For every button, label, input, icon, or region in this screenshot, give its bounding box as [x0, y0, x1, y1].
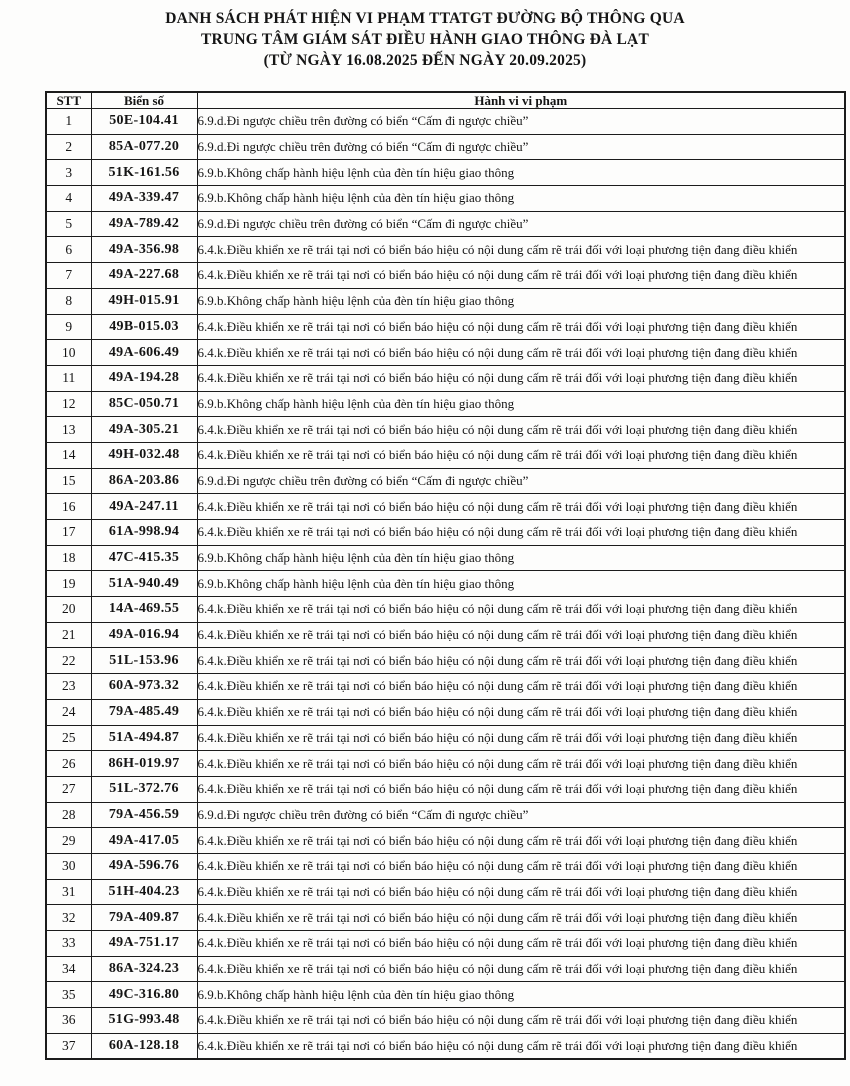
violation-text: 6.9.d.Đi ngược chiều trên đường có biển “Cấm đi ngược chiều”	[197, 211, 845, 237]
row-number: 10	[46, 340, 91, 366]
row-number: 15	[46, 468, 91, 494]
license-plate: 51K-161.56	[91, 160, 197, 186]
violation-text: 6.4.k.Điều khiển xe rẽ trái tại nơi có biển báo hiệu có nội dung cấm rẽ trái đối với loại phương tiện đang điều khiển	[197, 237, 845, 263]
license-plate: 49A-194.28	[91, 365, 197, 391]
table-row	[46, 468, 845, 494]
table-row	[46, 648, 845, 674]
table-row	[46, 879, 845, 905]
row-number: 7	[46, 263, 91, 289]
table-row	[46, 828, 845, 854]
license-plate: 86A-324.23	[91, 956, 197, 982]
violation-text: 6.4.k.Điều khiển xe rẽ trái tại nơi có biển báo hiệu có nội dung cấm rẽ trái đối với loại phương tiện đang điều khiển	[197, 776, 845, 802]
row-number: 3	[46, 160, 91, 186]
license-plate: 49B-015.03	[91, 314, 197, 340]
violation-text: 6.4.k.Điều khiển xe rẽ trái tại nơi có biển báo hiệu có nội dung cấm rẽ trái đối với loại phương tiện đang điều khiển	[197, 597, 845, 623]
table-row	[46, 237, 845, 263]
table-row	[46, 442, 845, 468]
table-row	[46, 211, 845, 237]
row-number: 35	[46, 982, 91, 1008]
table-row	[46, 956, 845, 982]
row-number: 4	[46, 186, 91, 212]
license-plate: 51A-940.49	[91, 571, 197, 597]
violation-text: 6.9.d.Đi ngược chiều trên đường có biển “Cấm đi ngược chiều”	[197, 109, 845, 135]
violation-text: 6.4.k.Điều khiển xe rẽ trái tại nơi có biển báo hiệu có nội dung cấm rẽ trái đối với loại phương tiện đang điều khiển	[197, 879, 845, 905]
violation-text: 6.9.b.Không chấp hành hiệu lệnh của đèn tín hiệu giao thông	[197, 186, 845, 212]
license-plate: 60A-973.32	[91, 674, 197, 700]
license-plate: 51H-404.23	[91, 879, 197, 905]
violation-text: 6.4.k.Điều khiển xe rẽ trái tại nơi có biển báo hiệu có nội dung cấm rẽ trái đối với loại phương tiện đang điều khiển	[197, 905, 845, 931]
table-row	[46, 263, 845, 289]
table-row	[46, 802, 845, 828]
license-plate: 49A-356.98	[91, 237, 197, 263]
table-row	[46, 391, 845, 417]
table-row	[46, 545, 845, 571]
violation-text: 6.4.k.Điều khiển xe rẽ trái tại nơi có biển báo hiệu có nội dung cấm rẽ trái đối với loại phương tiện đang điều khiển	[197, 853, 845, 879]
row-number: 33	[46, 931, 91, 957]
license-plate: 86A-203.86	[91, 468, 197, 494]
violation-text: 6.4.k.Điều khiển xe rẽ trái tại nơi có biển báo hiệu có nội dung cấm rẽ trái đối với loại phương tiện đang điều khiển	[197, 340, 845, 366]
table-row	[46, 571, 845, 597]
license-plate: 49A-227.68	[91, 263, 197, 289]
violation-text: 6.4.k.Điều khiển xe rẽ trái tại nơi có biển báo hiệu có nội dung cấm rẽ trái đối với loại phương tiện đang điều khiển	[197, 1033, 845, 1059]
row-number: 8	[46, 288, 91, 314]
license-plate: 49H-015.91	[91, 288, 197, 314]
violation-text: 6.4.k.Điều khiển xe rẽ trái tại nơi có biển báo hiệu có nội dung cấm rẽ trái đối với loại phương tiện đang điều khiển	[197, 494, 845, 520]
table-row	[46, 365, 845, 391]
table-row	[46, 340, 845, 366]
license-plate: 79A-409.87	[91, 905, 197, 931]
violation-text: 6.9.b.Không chấp hành hiệu lệnh của đèn tín hiệu giao thông	[197, 391, 845, 417]
table-row	[46, 1033, 845, 1059]
violation-text: 6.4.k.Điều khiển xe rẽ trái tại nơi có biển báo hiệu có nội dung cấm rẽ trái đối với loại phương tiện đang điều khiển	[197, 417, 845, 443]
row-number: 32	[46, 905, 91, 931]
row-number: 22	[46, 648, 91, 674]
violation-text: 6.9.b.Không chấp hành hiệu lệnh của đèn tín hiệu giao thông	[197, 288, 845, 314]
row-number: 27	[46, 776, 91, 802]
license-plate: 51L-153.96	[91, 648, 197, 674]
row-number: 6	[46, 237, 91, 263]
table-row	[46, 314, 845, 340]
row-number: 30	[46, 853, 91, 879]
violation-text: 6.4.k.Điều khiển xe rẽ trái tại nơi có biển báo hiệu có nội dung cấm rẽ trái đối với loại phương tiện đang điều khiển	[197, 828, 845, 854]
header-plate: Biển số	[91, 92, 197, 109]
license-plate: 14A-469.55	[91, 597, 197, 623]
table-row	[46, 1008, 845, 1034]
table-row	[46, 186, 845, 212]
table-row	[46, 417, 845, 443]
row-number: 31	[46, 879, 91, 905]
table-row	[46, 520, 845, 546]
violation-text: 6.4.k.Điều khiển xe rẽ trái tại nơi có biển báo hiệu có nội dung cấm rẽ trái đối với loại phương tiện đang điều khiển	[197, 314, 845, 340]
table-header-row	[46, 92, 845, 109]
violation-text: 6.9.b.Không chấp hành hiệu lệnh của đèn tín hiệu giao thông	[197, 545, 845, 571]
table-row	[46, 597, 845, 623]
violation-text: 6.4.k.Điều khiển xe rẽ trái tại nơi có biển báo hiệu có nội dung cấm rẽ trái đối với loại phương tiện đang điều khiển	[197, 263, 845, 289]
row-number: 26	[46, 751, 91, 777]
row-number: 36	[46, 1008, 91, 1034]
violation-text: 6.4.k.Điều khiển xe rẽ trái tại nơi có biển báo hiệu có nội dung cấm rẽ trái đối với loại phương tiện đang điều khiển	[197, 751, 845, 777]
license-plate: 49A-417.05	[91, 828, 197, 854]
license-plate: 49A-751.17	[91, 931, 197, 957]
violation-text: 6.4.k.Điều khiển xe rẽ trái tại nơi có biển báo hiệu có nội dung cấm rẽ trái đối với loại phương tiện đang điều khiển	[197, 1008, 845, 1034]
table-row	[46, 109, 845, 135]
row-number: 29	[46, 828, 91, 854]
table-row	[46, 674, 845, 700]
title-line-3: (TỪ NGÀY 16.08.2025 ĐẾN NGÀY 20.09.2025)	[263, 52, 587, 69]
row-number: 28	[46, 802, 91, 828]
row-number: 1	[46, 109, 91, 135]
table-row	[46, 751, 845, 777]
table-body	[46, 109, 845, 1060]
violation-text: 6.4.k.Điều khiển xe rẽ trái tại nơi có biển báo hiệu có nội dung cấm rẽ trái đối với loại phương tiện đang điều khiển	[197, 520, 845, 546]
row-number: 37	[46, 1033, 91, 1059]
row-number: 17	[46, 520, 91, 546]
license-plate: 51A-494.87	[91, 725, 197, 751]
row-number: 19	[46, 571, 91, 597]
row-number: 25	[46, 725, 91, 751]
row-number: 5	[46, 211, 91, 237]
license-plate: 49A-606.49	[91, 340, 197, 366]
violation-text: 6.4.k.Điều khiển xe rẽ trái tại nơi có biển báo hiệu có nội dung cấm rẽ trái đối với loại phương tiện đang điều khiển	[197, 648, 845, 674]
violation-text: 6.9.d.Đi ngược chiều trên đường có biển “Cấm đi ngược chiều”	[197, 802, 845, 828]
violation-text: 6.9.b.Không chấp hành hiệu lệnh của đèn tín hiệu giao thông	[197, 982, 845, 1008]
violation-text: 6.4.k.Điều khiển xe rẽ trái tại nơi có biển báo hiệu có nội dung cấm rẽ trái đối với loại phương tiện đang điều khiển	[197, 442, 845, 468]
violation-text: 6.4.k.Điều khiển xe rẽ trái tại nơi có biển báo hiệu có nội dung cấm rẽ trái đối với loại phương tiện đang điều khiển	[197, 622, 845, 648]
table-row	[46, 134, 845, 160]
document-title	[0, 8, 850, 71]
license-plate: 86H-019.97	[91, 751, 197, 777]
license-plate: 49H-032.48	[91, 442, 197, 468]
violation-text: 6.4.k.Điều khiển xe rẽ trái tại nơi có biển báo hiệu có nội dung cấm rẽ trái đối với loại phương tiện đang điều khiển	[197, 699, 845, 725]
license-plate: 85C-050.71	[91, 391, 197, 417]
row-number: 18	[46, 545, 91, 571]
table-row	[46, 853, 845, 879]
row-number: 16	[46, 494, 91, 520]
violation-text: 6.4.k.Điều khiển xe rẽ trái tại nơi có biển báo hiệu có nội dung cấm rẽ trái đối với loại phương tiện đang điều khiển	[197, 956, 845, 982]
row-number: 20	[46, 597, 91, 623]
title-line-2: TRUNG TÂM GIÁM SÁT ĐIỀU HÀNH GIAO THÔNG ĐÀ LẠT	[201, 31, 649, 48]
violation-text: 6.9.d.Đi ngược chiều trên đường có biển “Cấm đi ngược chiều”	[197, 134, 845, 160]
table-row	[46, 931, 845, 957]
table-row	[46, 699, 845, 725]
row-number: 21	[46, 622, 91, 648]
license-plate: 51G-993.48	[91, 1008, 197, 1034]
header-violation: Hành vi vi phạm	[197, 92, 845, 109]
license-plate: 50E-104.41	[91, 109, 197, 135]
row-number: 9	[46, 314, 91, 340]
row-number: 2	[46, 134, 91, 160]
row-number: 23	[46, 674, 91, 700]
table-row	[46, 494, 845, 520]
violation-text: 6.9.d.Đi ngược chiều trên đường có biển “Cấm đi ngược chiều”	[197, 468, 845, 494]
row-number: 14	[46, 442, 91, 468]
license-plate: 49C-316.80	[91, 982, 197, 1008]
header-stt: STT	[46, 92, 91, 109]
row-number: 34	[46, 956, 91, 982]
license-plate: 79A-485.49	[91, 699, 197, 725]
table-row	[46, 288, 845, 314]
violation-text: 6.4.k.Điều khiển xe rẽ trái tại nơi có biển báo hiệu có nội dung cấm rẽ trái đối với loại phương tiện đang điều khiển	[197, 365, 845, 391]
table-row	[46, 776, 845, 802]
table-row	[46, 160, 845, 186]
license-plate: 79A-456.59	[91, 802, 197, 828]
violation-text: 6.4.k.Điều khiển xe rẽ trái tại nơi có biển báo hiệu có nội dung cấm rẽ trái đối với loại phương tiện đang điều khiển	[197, 931, 845, 957]
license-plate: 51L-372.76	[91, 776, 197, 802]
row-number: 13	[46, 417, 91, 443]
table-row	[46, 982, 845, 1008]
license-plate: 49A-596.76	[91, 853, 197, 879]
license-plate: 49A-305.21	[91, 417, 197, 443]
table-row	[46, 622, 845, 648]
row-number: 24	[46, 699, 91, 725]
row-number: 11	[46, 365, 91, 391]
license-plate: 60A-128.18	[91, 1033, 197, 1059]
violation-text: 6.4.k.Điều khiển xe rẽ trái tại nơi có biển báo hiệu có nội dung cấm rẽ trái đối với loại phương tiện đang điều khiển	[197, 674, 845, 700]
violation-text: 6.4.k.Điều khiển xe rẽ trái tại nơi có biển báo hiệu có nội dung cấm rẽ trái đối với loại phương tiện đang điều khiển	[197, 725, 845, 751]
table-row	[46, 725, 845, 751]
violation-text: 6.9.b.Không chấp hành hiệu lệnh của đèn tín hiệu giao thông	[197, 160, 845, 186]
title-line-1: DANH SÁCH PHÁT HIỆN VI PHẠM TTATGT ĐƯỜNG BỘ THÔNG QUA	[165, 10, 685, 27]
row-number: 12	[46, 391, 91, 417]
license-plate: 61A-998.94	[91, 520, 197, 546]
license-plate: 49A-016.94	[91, 622, 197, 648]
violation-text: 6.9.b.Không chấp hành hiệu lệnh của đèn tín hiệu giao thông	[197, 571, 845, 597]
license-plate: 49A-789.42	[91, 211, 197, 237]
violations-table	[45, 91, 846, 1060]
table-row	[46, 905, 845, 931]
license-plate: 85A-077.20	[91, 134, 197, 160]
license-plate: 49A-339.47	[91, 186, 197, 212]
license-plate: 49A-247.11	[91, 494, 197, 520]
license-plate: 47C-415.35	[91, 545, 197, 571]
